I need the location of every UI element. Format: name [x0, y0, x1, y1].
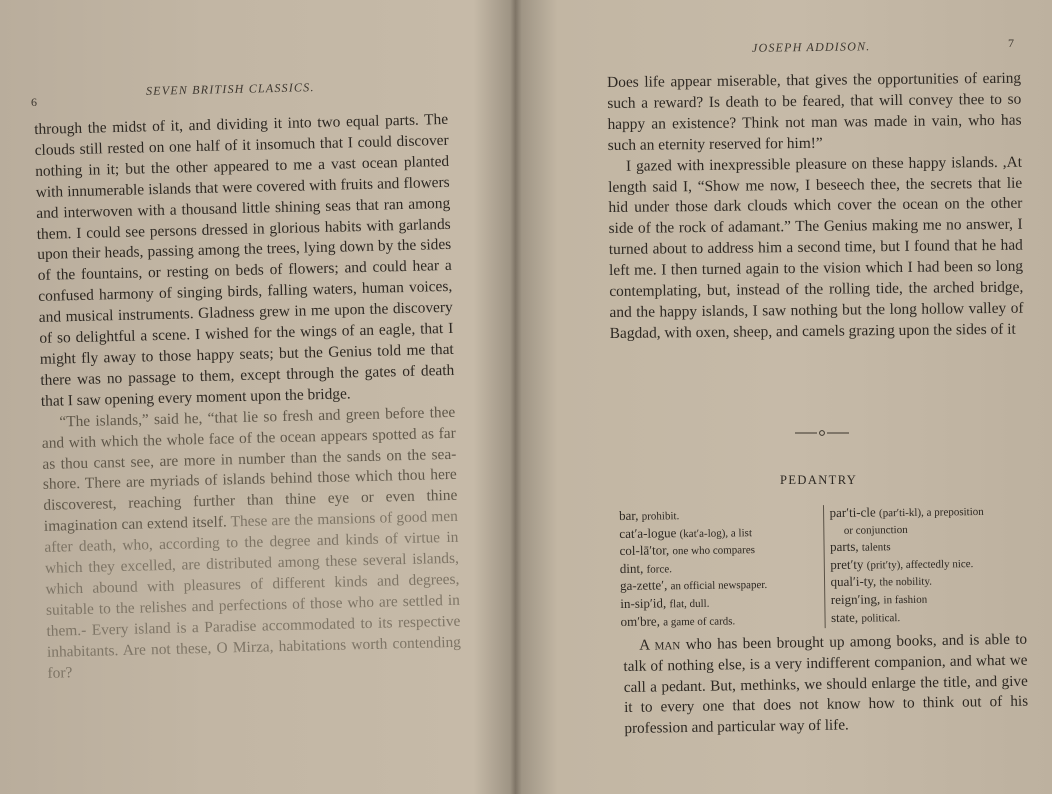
vocabulary-definition: an official newspaper. — [670, 579, 768, 593]
vocabulary-word: parts, — [829, 538, 859, 555]
vocabulary-definition-continued: or conjunction — [843, 523, 908, 537]
pedantry-paragraph — [623, 630, 1029, 740]
vocabulary-definition: the nobility. — [879, 576, 933, 589]
vocabulary-word: reign′ing, — [830, 591, 881, 608]
vocabulary-entry — [620, 611, 824, 631]
pedantry-lead-words: A man — [639, 636, 681, 654]
vocabulary-word: dint, — [619, 560, 644, 576]
vocabulary-word: om′bre, — [620, 613, 660, 629]
vocabulary-definition: talents — [861, 541, 891, 554]
vocabulary-word: state, — [830, 609, 859, 625]
vocabulary-definition: force. — [646, 563, 673, 576]
vocabulary-definition: prohibit. — [641, 510, 680, 523]
left-paragraph-2-part-1: “The islands,” said he, “that lie so fresh and green before thee and with which the whole face of the ocean appears spotted as far as thou canst see, are more in number than the sands on the sea-shore. There are myriads of islands behind those which thou here discoverest, reaching further than thine eye or even thine imagination can extend itself. — [41, 403, 458, 536]
right-running-head: JOSEPH ADDISON. — [751, 39, 871, 55]
vocabulary-definition: (prit′ty), affectedly nice. — [866, 557, 974, 572]
vocabulary-definition: (kat′a-log), a list — [679, 526, 753, 540]
vocabulary-entry — [831, 607, 1035, 627]
right-page — [520, 0, 1052, 794]
vocabulary-list — [619, 502, 1035, 631]
right-paragraph-2: I gazed with inexpressible pleasure on these happy islands. ,At length said I, “Show me now, I beseech thee, the secrets that lie hid under those dark clouds which cover the ocean on the other side of the rock of adamant.” The Genius making me no answer, I turned about to address him a second time, but I found that he had left me. I then turned again to the vision which I had been so long contemplating, but, instead of the rolling tide, the arched bridge, and the happy islands, I saw nothing but the long hollow valley of Bagdad, with oxen, sheep, and camels grazing upon the sides of it — [608, 153, 1024, 342]
vocabulary-definition: in fashion — [883, 593, 928, 607]
right-text-block — [607, 69, 1024, 345]
left-paragraph-2-part-2: These are the mansions of good men after death, who, according to the degree and kinds of virtue in which they excelled, are distributed among these several islands, which abound with pleasures of different kinds and degrees, suitable to the relishes and perfections of those who are settled in them.- Every island is a Paradise accommodated to its respective inhabitants. Are not these, O Mirza, habitations worth contending for? — [44, 507, 462, 682]
pedantry-text: who has been brought up among books, and is able to talk of nothing else, is a very indifferent companion, and what we call a pedant. But, methinks, we should enlarge the title, and give it to every one that does not know how to think out of his profession and particular way of life. — [623, 630, 1029, 738]
left-page-number: 6 — [31, 95, 37, 109]
right-page-number: 7 — [1008, 36, 1014, 50]
vocabulary-column-left — [619, 505, 824, 631]
left-paragraph-2 — [41, 402, 462, 684]
vocabulary-definition: flat, dull. — [669, 597, 710, 611]
vocabulary-word: bar, — [619, 507, 639, 523]
vocabulary-word: cat′a-logue — [619, 524, 677, 541]
vocabulary-word: in-sip′id, — [620, 595, 667, 611]
vocabulary-column-right — [822, 502, 1034, 628]
vocabulary-definition: a game of cards. — [663, 614, 736, 628]
vocabulary-word: col-lā′tor, — [619, 542, 670, 559]
vocabulary-word: ga-zette′, — [619, 577, 668, 594]
section-title: PEDANTRY — [780, 473, 858, 487]
left-running-head: SEVEN BRITISH CLASSICS. — [145, 80, 315, 98]
vocabulary-definition: political. — [861, 611, 901, 625]
section-ornament — [795, 428, 849, 438]
vocabulary-word: qual′i-ty, — [830, 573, 877, 590]
vocabulary-definition: (par′ti-kl), a preposition — [878, 505, 984, 520]
vocabulary-definition: one who compares — [672, 544, 756, 558]
vocabulary-entry — [829, 502, 1033, 539]
vocabulary-word: par′ti-cle — [829, 504, 876, 521]
vocabulary-word: pret′ty — [830, 556, 864, 572]
left-text-block — [34, 110, 462, 684]
right-paragraph-1: Does life appear miserable, that gives the opportunities of earing such a reward? Is death to be feared, that will convey thee to so happy an existence? Think not man was made in vain, who has such an eternity reserved for him!” — [607, 69, 1022, 154]
left-page — [0, 0, 505, 794]
left-paragraph-1: through the midst of it, and dividing it into two equal parts. The clouds still rested on one half of it insomuch that I could discover nothing in it; but the other appeared to me a vast ocean planted with innumerable islands that were covered with fruits and flowers and interwoven with a thousand little shining seas that ran among them. I could see persons dressed in glorious habits with garlands upon their heads, passing among the trees, lying down by the sides of the fountains, or resting on beds of flowers; and could hear a confused harmony of singing birds, falling waters, human voices, and musical instruments. Gladness grew in me upon the discovery of so delightful a scene. I wished for the wings of an eagle, that I might fly away to those happy seats; but the Genius told me that there was no passage to them, except through the gates of death that I saw opening every moment upon the bridge. — [34, 110, 455, 410]
